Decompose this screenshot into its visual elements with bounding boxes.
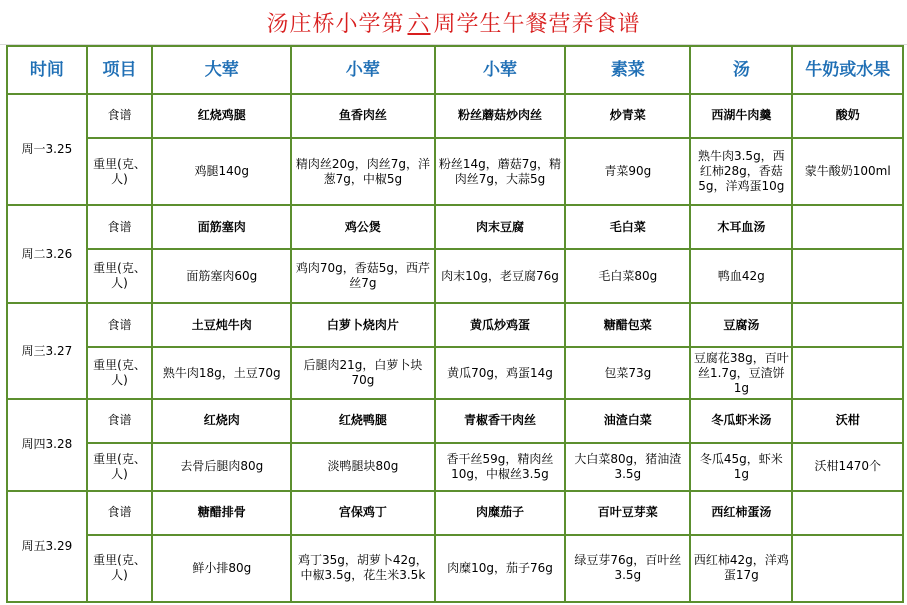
dish-cell: [792, 303, 903, 347]
dish-cell: 白萝卜烧肉片: [291, 303, 434, 347]
menu-label: 食谱: [87, 399, 152, 443]
dish-cell: 炒青菜: [565, 94, 690, 138]
dish-cell: 冬瓜虾米汤: [690, 399, 792, 443]
header-vegetable: 素菜: [565, 46, 690, 94]
weight-cell: 豆腐花38g，百叶丝1.7g，豆渣饼1g: [690, 347, 792, 398]
weight-cell: 大白菜80g，猪油渣3.5g: [565, 443, 690, 491]
day-cell: 周一3.25: [7, 94, 87, 205]
weight-label: 重里(克、人): [87, 535, 152, 602]
weight-cell: 西红柿42g，洋鸡蛋17g: [690, 535, 792, 602]
table-row: [7, 138, 903, 205]
table-row: [7, 399, 903, 443]
weight-cell: 绿豆芽76g，百叶丝3.5g: [565, 535, 690, 602]
dish-cell: 酸奶: [792, 94, 903, 138]
weight-cell: 鸡肉70g，香菇5g，西芹丝7g: [291, 249, 434, 303]
weight-cell: 沃柑1470个: [792, 443, 903, 491]
weight-cell: 香干丝59g，精肉丝10g，中椒丝3.5g: [435, 443, 566, 491]
weight-cell: 精肉丝20g，肉丝7g，洋葱7g，中椒5g: [291, 138, 434, 205]
day-cell: 周四3.28: [7, 399, 87, 491]
weight-cell: 包菜73g: [565, 347, 690, 398]
weight-cell: 冬瓜45g，虾米1g: [690, 443, 792, 491]
weight-cell: 肉末10g，老豆腐76g: [435, 249, 566, 303]
dish-cell: 西湖牛肉羹: [690, 94, 792, 138]
weight-cell: 熟牛肉18g，土豆70g: [152, 347, 291, 398]
day-cell: 周三3.27: [7, 303, 87, 398]
table-row: [7, 303, 903, 347]
dish-cell: 沃柑: [792, 399, 903, 443]
dish-cell: 红烧肉: [152, 399, 291, 443]
header-soup: 汤: [690, 46, 792, 94]
dish-cell: 西红柿蛋汤: [690, 491, 792, 535]
dish-cell: [792, 205, 903, 249]
dish-cell: 鸡公煲: [291, 205, 434, 249]
weight-cell: 熟牛肉3.5g，西红柿28g，香菇5g，洋鸡蛋10g: [690, 138, 792, 205]
weight-cell: 鸡腿140g: [152, 138, 291, 205]
dish-cell: 红烧鸡腿: [152, 94, 291, 138]
weight-cell: 毛白菜80g: [565, 249, 690, 303]
table-row: [7, 205, 903, 249]
weight-cell: 鸡丁35g，胡萝卜42g，中椒3.5g，花生米3.5k: [291, 535, 434, 602]
weight-label: 重里(克、人): [87, 249, 152, 303]
page-title: [266, 7, 640, 38]
weight-cell: 粉丝14g，蘑菇7g，精肉丝7g，大蒜5g: [435, 138, 566, 205]
menu-table: [6, 45, 904, 603]
table-row: [7, 535, 903, 602]
dish-cell: 面筋塞肉: [152, 205, 291, 249]
menu-label: 食谱: [87, 94, 152, 138]
dish-cell: 土豆炖牛肉: [152, 303, 291, 347]
dish-cell: 肉末豆腐: [435, 205, 566, 249]
dish-cell: [792, 491, 903, 535]
title-suffix: 周学生午餐营养食谱: [433, 11, 641, 37]
header-time: 时间: [7, 46, 87, 94]
dish-cell: 毛白菜: [565, 205, 690, 249]
weight-cell: 鲜小排80g: [152, 535, 291, 602]
dish-cell: 鱼香肉丝: [291, 94, 434, 138]
dish-cell: 青椒香干肉丝: [435, 399, 566, 443]
title-prefix: 汤庄桥小学第: [266, 11, 405, 37]
weight-label: 重里(克、人): [87, 443, 152, 491]
dish-cell: 红烧鸭腿: [291, 399, 434, 443]
menu-label: 食谱: [87, 303, 152, 347]
table-row: [7, 94, 903, 138]
dish-cell: 百叶豆芽菜: [565, 491, 690, 535]
weight-cell: 鸭血42g: [690, 249, 792, 303]
weight-cell: 面筋塞肉60g: [152, 249, 291, 303]
dish-cell: 肉糜茄子: [435, 491, 566, 535]
dish-cell: 黄瓜炒鸡蛋: [435, 303, 566, 347]
header-row: [7, 46, 903, 94]
weight-cell: 黄瓜70g，鸡蛋14g: [435, 347, 566, 398]
dish-cell: 糖醋包菜: [565, 303, 690, 347]
header-side-meat-2: 小荤: [435, 46, 566, 94]
menu-label: 食谱: [87, 491, 152, 535]
weight-label: 重里(克、人): [87, 138, 152, 205]
dish-cell: 糖醋排骨: [152, 491, 291, 535]
weight-cell: [792, 249, 903, 303]
weight-cell: 后腿肉21g，白萝卜块70g: [291, 347, 434, 398]
menu-label: 食谱: [87, 205, 152, 249]
weight-cell: 蒙牛酸奶100ml: [792, 138, 903, 205]
weight-cell: [792, 347, 903, 398]
title-bar: [0, 0, 907, 44]
weight-cell: 去骨后腿肉80g: [152, 443, 291, 491]
table-row: [7, 347, 903, 398]
day-cell: 周五3.29: [7, 491, 87, 602]
weight-cell: 淡鸭腿块80g: [291, 443, 434, 491]
dish-cell: 粉丝蘑菇炒肉丝: [435, 94, 566, 138]
day-cell: 周二3.26: [7, 205, 87, 303]
header-main-meat: 大荤: [152, 46, 291, 94]
header-side-meat-1: 小荤: [291, 46, 434, 94]
weight-cell: [792, 535, 903, 602]
header-item: 项目: [87, 46, 152, 94]
header-milk-fruit: 牛奶或水果: [792, 46, 903, 94]
dish-cell: 豆腐汤: [690, 303, 792, 347]
dish-cell: 油渣白菜: [565, 399, 690, 443]
weight-cell: 肉糜10g，茄子76g: [435, 535, 566, 602]
dish-cell: 木耳血汤: [690, 205, 792, 249]
table-row: [7, 249, 903, 303]
table-row: [7, 443, 903, 491]
title-week-number: 六: [407, 11, 431, 37]
weight-label: 重里(克、人): [87, 347, 152, 398]
weight-cell: 青菜90g: [565, 138, 690, 205]
table-row: [7, 491, 903, 535]
dish-cell: 宫保鸡丁: [291, 491, 434, 535]
